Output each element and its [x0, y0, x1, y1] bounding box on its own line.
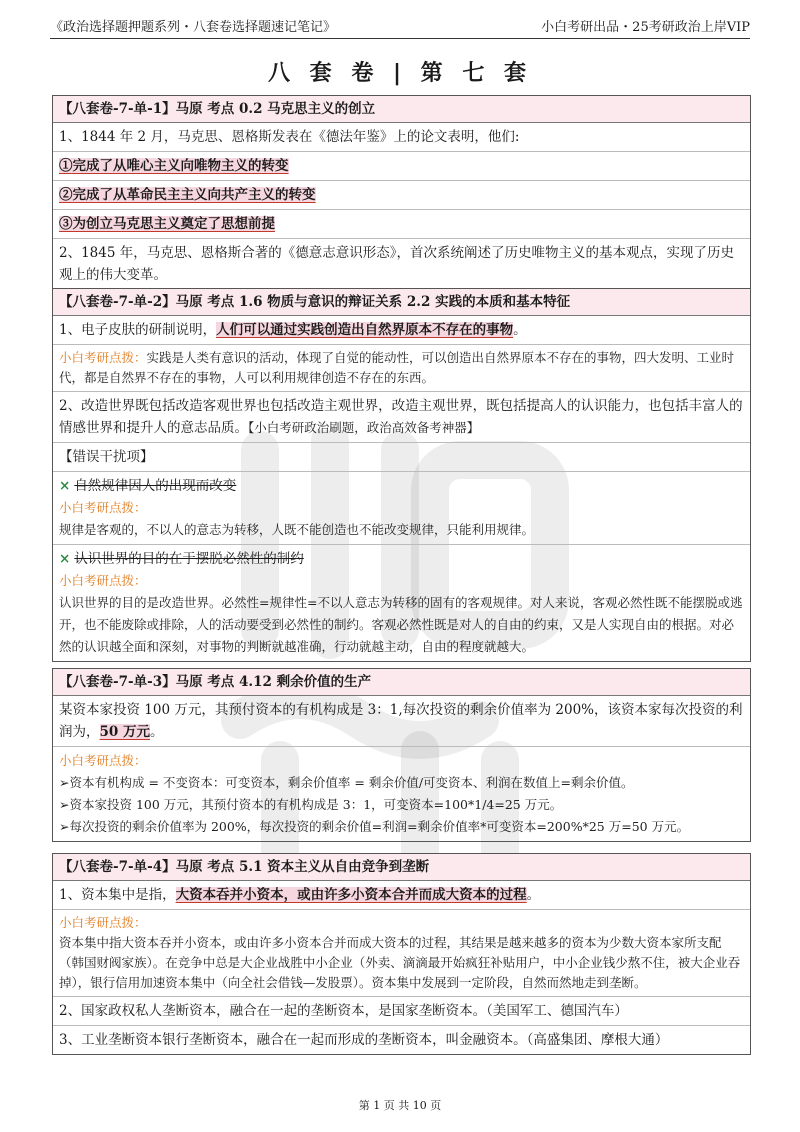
page-footer: 第 1 页 共 10 页: [358, 1099, 442, 1112]
s4-note: 资本集中指大资本吞并小资本，或由许多小资本合并而成大资本的过程，其结果是越来越多的资本为少数大资本家所支配（韩国财阀家族）。在竞争中总是大企业战胜中小企业（外卖、滴滴最开始疯狂补贴用户，中小企业钱少熬不住，被大企业吞掉），银行信用加速资本集中（向全社会借钱—发股票）。资本集中发展到一定阶段，自然而然地走到垄断。: [59, 935, 741, 990]
s4-p2: 2、国家政权私人垄断资本，融合在一起的垄断资本，是国家垄断资本。（美国军工、德国汽车）: [53, 997, 750, 1026]
s3-note-label: 小白考研点拨：: [59, 753, 147, 768]
s3-p1-highlight: 50 万元: [99, 724, 150, 740]
s2-p2: 2、改造世界既包括改造客观世界也包括改造主观世界，改造主观世界，既包括提高人的认识能力，也包括丰富人的情感世界和提升人的意志品质。: [59, 398, 743, 436]
s2-note1: 实践是人类有意识的活动，体现了自觉的能动性，可以创造出自然界原本不存在的事物，四大发明、工业时代，都是自然界不存在的事物，人可以利用规律创造不存在的东西。: [59, 350, 735, 385]
s4-p1-post: 。: [526, 887, 541, 903]
s1-p1: 1、1844 年 2 月，马克思、恩格斯发表在《德法年鉴》上的论文表明，他们:: [53, 123, 750, 152]
section-4-head: 【八套卷-7-单-4】马原 考点 5.1 资本主义从自由竞争到垄断: [53, 854, 750, 881]
s2-err-head: 【错误干扰项】: [53, 443, 750, 472]
s2-e1-label: 小白考研点拨：: [59, 500, 147, 515]
s2-p1-post: 。: [513, 322, 527, 338]
s3-b1: ➢资本有机构成 = 不变资本：可变资本，剩余价值率 = 剩余价值/可变资本、利润在数值上=剩余价值。: [59, 775, 634, 790]
s4-p3: 3、工业垄断资本银行垄断资本，融合在一起而形成的垄断资本，叫金融资本。（高盛集团、摩根大通）: [59, 1032, 669, 1048]
section-2-head: 【八套卷-7-单-2】马原 考点 1.6 物质与意识的辩证关系 2.2 实践的本质和基本特征: [53, 289, 750, 316]
section-1-head: 【八套卷-7-单-1】马原 考点 0.2 马克思主义的创立: [53, 96, 750, 123]
header-left: 《政治选择题押题系列・八套卷选择题速记笔记》: [50, 19, 337, 35]
s3-p1: 某资本家投资 100 万元，其预付资本的有机构成是 3：1,每次投资的剩余价值率为 200%，该资本家每次投资的利润为，: [59, 702, 743, 740]
section-3-head: 【八套卷-7-单-3】马原 考点 4.12 剩余价值的生产: [53, 669, 750, 696]
page-header: [50, 14, 750, 39]
s4-p1-pre: 1、资本集中是指，: [59, 887, 176, 903]
s2-e1-note: 规律是客观的，不以人的意志为转移，人既不能创造也不能改变规律，只能利用规律。: [59, 522, 535, 537]
section-1: [52, 95, 751, 290]
s2-e1: 自然规律因人的出现而改变: [74, 478, 237, 494]
header-right: 小白考研出品・25考研政治上岸VIP: [541, 19, 750, 35]
s1-h1: ①完成了从唯心主义向唯物主义的转变: [59, 158, 289, 174]
s1-h2: ②完成了从革命民主主义向共产主义的转变: [59, 187, 316, 203]
cross-icon: ×: [59, 478, 71, 494]
section-4: [52, 853, 751, 1055]
s2-p2-tag: 【小白考研政治刷题，政治高效备考神器】: [248, 420, 480, 435]
s4-p1-highlight: 大资本吞并小资本，或由许多小资本合并而成大资本的过程: [175, 887, 527, 903]
s4-note-label: 小白考研点拨：: [59, 915, 147, 930]
s3-p1-post: 。: [150, 724, 164, 740]
section-3: [52, 668, 751, 842]
s3-b3: ➢每次投资的剩余价值率为 200%，每次投资的剩余价值=利润=剩余价值率*可变资本=200%*25 万=50 万元。: [59, 819, 690, 834]
s2-e2: 认识世界的目的在于摆脱必然性的制约: [74, 551, 304, 567]
s1-p2: 2、1845 年，马克思、恩格斯合著的《德意志意识形态》，首次系统阐述了历史唯物主义的基本观点，实现了历史观上的伟大变革。: [59, 245, 734, 283]
page-title: 八 套 卷 | 第 七 套: [268, 61, 532, 86]
s2-e2-note: 认识世界的目的是改造世界。必然性=规律性=不以人意志为转移的固有的客观规律。对人来说，客观必然性既不能摆脱或逃开，也不能废除或排除，人的活动要受到必然性的制约。客观必然性既是对人的自由的约束，又是人实现自由的根据。对必然的认识越全面和深刻，对事物的判断就越准确，行动就越主动，自由的程度就越大。: [59, 595, 743, 654]
s2-e2-label: 小白考研点拨：: [59, 573, 147, 588]
cross-icon: ×: [59, 551, 71, 567]
s3-b2: ➢资本家投资 100 万元，其预付资本的有机构成是 3：1，可变资本=100*1/4=25 万元。: [59, 797, 563, 812]
section-2: [52, 288, 751, 662]
s2-p1-pre: 1、电子皮肤的研制说明，: [59, 322, 217, 338]
s2-note1-label: 小白考研点拨：: [59, 350, 147, 365]
s1-h3: ③为创立马克思主义奠定了思想前提: [59, 216, 275, 232]
s2-p1-highlight: 人们可以通过实践创造出自然界原本不存在的事物: [216, 322, 514, 338]
